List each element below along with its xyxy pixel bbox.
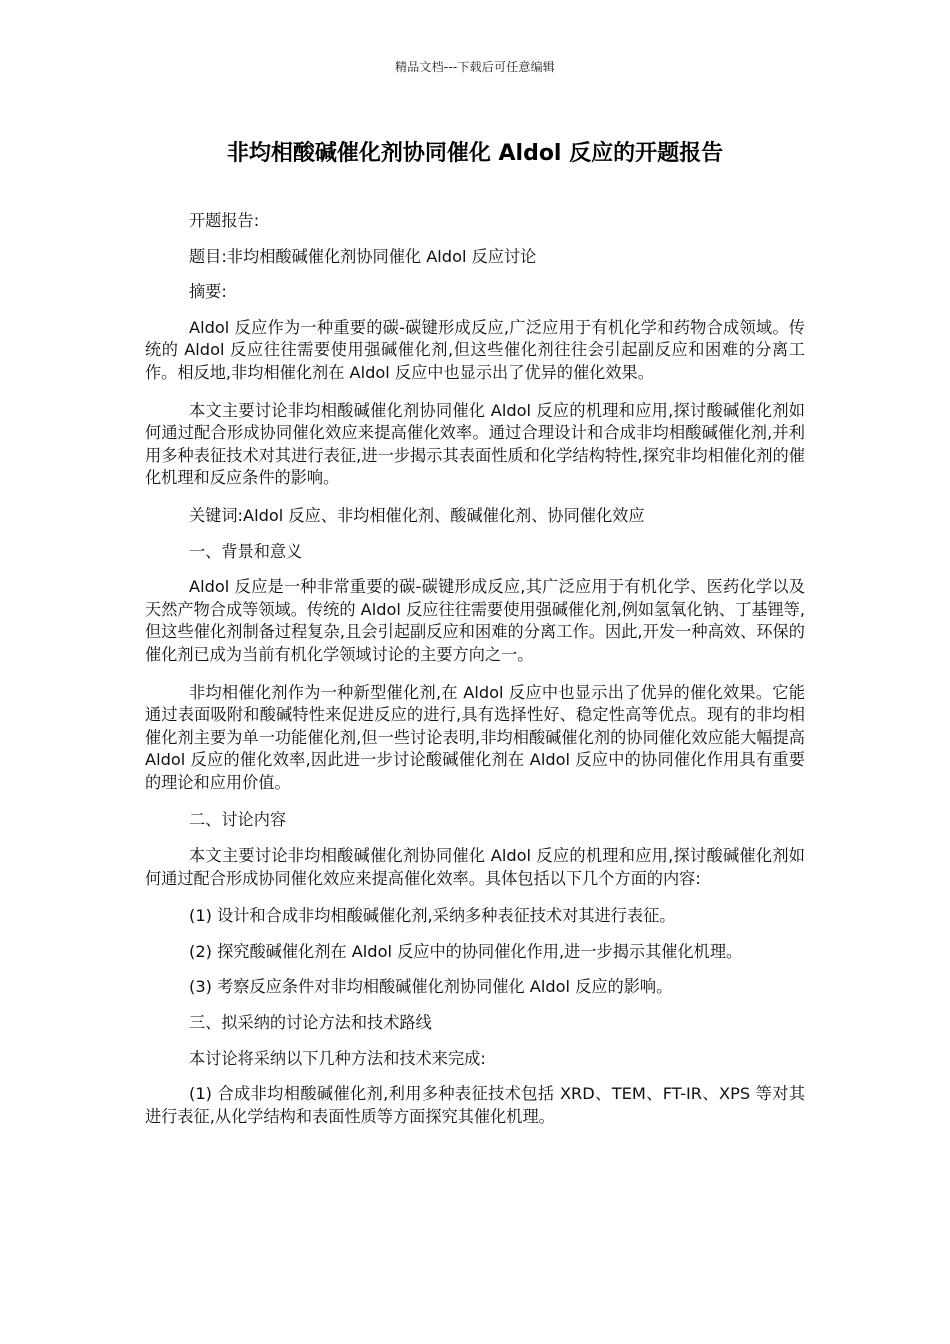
- keywords-line: 关键词:Aldol 反应、非均相催化剂、酸碱催化剂、协同催化效应: [189, 505, 645, 525]
- content-list-item-1: (1) 设计和合成非均相酸碱催化剂,采纳多种表征技术对其进行表征。: [189, 906, 676, 926]
- section-heading-background: 一、背景和意义: [189, 541, 303, 561]
- content-list-item-3: (3) 考察反应条件对非均相酸碱催化剂协同催化 Aldol 反应的影响。: [189, 977, 673, 997]
- section-heading-methods: 三、拟采纳的讨论方法和技术路线: [189, 1013, 432, 1033]
- section-label-report: 开题报告:: [189, 211, 260, 230]
- content-intro-paragraph: 本文主要讨论非均相酸碱催化剂协同催化 Aldol 反应的机理和应用,探讨酸碱催化剂如何通过配合形成协同催化效应来提高催化效率。具体包括以下几个方面的内容:: [145, 846, 805, 888]
- background-paragraph-2: 非均相催化剂作为一种新型催化剂,在 Aldol 反应中也显示出了优异的催化效果。它能通过表面吸附和酸碱特性来促进反应的进行,具有选择性好、稳定性高等优点。现有的非均相催化剂主要为单一功能催化剂,但一些讨论表明,非均相酸碱催化剂的协同催化效应能大幅提高 Aldol 反应的催化效率,因此进一步讨论酸碱催化剂在 Aldol 反应中的协同催化作用具有重要的理论和应用价值。: [145, 682, 805, 792]
- methods-list-item-1: (1) 合成非均相酸碱催化剂,利用多种表征技术包括 XRD、TEM、FT-IR、XPS 等对其进行表征,从化学结构和表面性质等方面探究其催化机理。: [145, 1084, 805, 1126]
- content-list-item-2: (2) 探究酸碱催化剂在 Aldol 反应中的协同催化作用,进一步揭示其催化机理。: [189, 941, 743, 961]
- section-heading-content: 二、讨论内容: [189, 810, 287, 830]
- topic-line: 题目:非均相酸碱催化剂协同催化 Aldol 反应讨论: [189, 246, 537, 266]
- document-body: [145, 210, 805, 1143]
- methods-intro-line: 本讨论将采纳以下几种方法和技术来完成:: [189, 1048, 486, 1068]
- abstract-paragraph-2: 本文主要讨论非均相酸碱催化剂协同催化 Aldol 反应的机理和应用,探讨酸碱催化剂如何通过配合形成协同催化效应来提高催化效率。通过合理设计和合成非均相酸碱催化剂,并利用多种表征技术对其进行表征,进一步揭示其表面性质和化学结构特性,探究非均相催化剂的催化机理和反应条件的影响。: [145, 400, 805, 488]
- abstract-paragraph-1: Aldol 反应作为一种重要的碳-碳键形成反应,广泛应用于有机化学和药物合成领域。传统的 Aldol 反应往往需要使用强碱催化剂,但这些催化剂往往会引起副反应和困难的分离工作。相反地,非均相催化剂在 Aldol 反应中也显示出了优异的催化效果。: [145, 317, 805, 382]
- page-header: 精品文档---下载后可任意编辑: [395, 60, 555, 74]
- abstract-heading: 摘要:: [189, 282, 227, 302]
- background-paragraph-1: Aldol 反应是一种非常重要的碳-碳键形成反应,其广泛应用于有机化学、医药化学以及天然产物合成等领域。传统的 Aldol 反应往往需要使用强碱催化剂,例如氢氧化钠、丁基锂等,但这些催化剂制备过程复杂,且会引起副反应和困难的分离工作。因此,开发一种高效、环保的催化剂已成为当前有机化学领域讨论的主要方向之一。: [145, 577, 805, 664]
- document-title: 非均相酸碱催化剂协同催化 Aldol 反应的开题报告: [226, 141, 724, 166]
